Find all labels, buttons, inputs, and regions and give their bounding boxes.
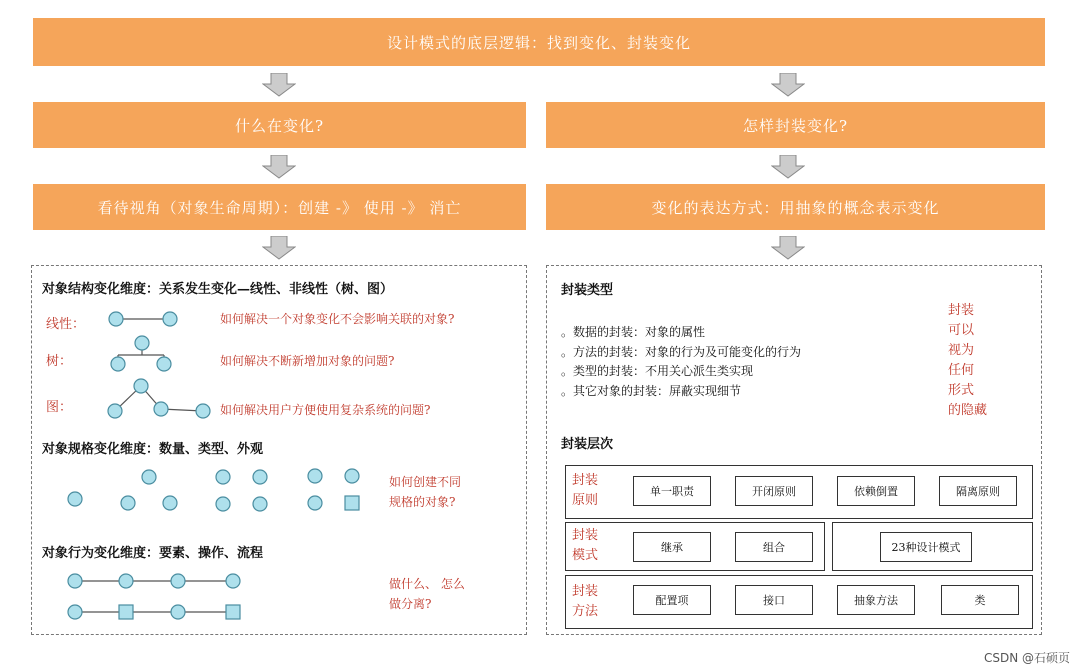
note-line: 视为 bbox=[948, 343, 975, 358]
label-line: 封装 bbox=[572, 528, 599, 543]
patterns-label bbox=[572, 526, 598, 566]
square-node bbox=[226, 605, 240, 619]
method-box: 抽象方法 bbox=[837, 585, 915, 615]
node bbox=[68, 605, 82, 619]
encapsulation-note bbox=[948, 301, 987, 421]
label-line: 原则 bbox=[572, 493, 599, 508]
square-node bbox=[119, 605, 133, 619]
node bbox=[111, 357, 125, 371]
linear-label: 线性： bbox=[46, 317, 86, 332]
principle-box: 开闭原则 bbox=[735, 476, 813, 506]
top-title: 设计模式的底层逻辑：找到变化、封装变化 bbox=[386, 33, 691, 52]
method-box: 配置项 bbox=[633, 585, 711, 615]
spec-title: 对象规格变化维度：数量、类型、外观 bbox=[42, 442, 264, 457]
tree-label: 树： bbox=[46, 354, 73, 369]
principle-box: 隔离原则 bbox=[939, 476, 1017, 506]
graph-question: 如何解决用户方便使用复杂系统的问题? bbox=[220, 403, 431, 417]
methods-label bbox=[572, 582, 598, 622]
square-node bbox=[345, 496, 359, 510]
node bbox=[253, 497, 267, 511]
label-line: 封装 bbox=[572, 584, 599, 599]
type-item: 。数据的封装：对象的属性 bbox=[561, 325, 706, 339]
node bbox=[308, 469, 322, 483]
pattern-box: 组合 bbox=[735, 532, 813, 562]
perspective-text: 看待视角（对象生命周期）：创建 -》 使用 -》 消亡 bbox=[97, 198, 462, 217]
expression-text: 变化的表达方式：用抽象的概念表示变化 bbox=[651, 198, 940, 217]
principles-label bbox=[572, 471, 598, 511]
node bbox=[171, 574, 185, 588]
node bbox=[154, 402, 168, 416]
type-item: 。其它对象的封装：屏蔽实现细节 bbox=[561, 384, 742, 398]
note-line: 可以 bbox=[948, 323, 975, 338]
pattern-box: 继承 bbox=[633, 532, 711, 562]
note-line: 封装 bbox=[948, 303, 975, 318]
principle-box: 单一职责 bbox=[633, 476, 711, 506]
behavior-question-2: 做分离? bbox=[389, 597, 432, 611]
behavior-question-1: 做什么、 怎么 bbox=[389, 577, 465, 591]
node bbox=[142, 470, 156, 484]
node bbox=[345, 469, 359, 483]
node bbox=[157, 357, 171, 371]
principle-box: 依赖倒置 bbox=[837, 476, 915, 506]
note-line: 的隐藏 bbox=[948, 403, 988, 418]
method-box: 类 bbox=[941, 585, 1019, 615]
node bbox=[216, 470, 230, 484]
node bbox=[108, 404, 122, 418]
levels-title: 封装层次 bbox=[561, 437, 614, 452]
structure-title: 对象结构变化维度：关系发生变化—线性、非线性（树、图） bbox=[42, 282, 394, 297]
node bbox=[308, 496, 322, 510]
spec-question-1: 如何创建不同 bbox=[389, 475, 462, 489]
label-line: 封装 bbox=[572, 473, 599, 488]
graph-label: 图： bbox=[46, 400, 73, 415]
type-item: 。类型的封装：不用关心派生类实现 bbox=[561, 364, 754, 378]
node bbox=[163, 312, 177, 326]
node bbox=[253, 470, 267, 484]
linear-question: 如何解决一个对象变化不会影响关联的对象? bbox=[220, 312, 455, 326]
behavior-title: 对象行为变化维度：要素、操作、流程 bbox=[42, 546, 264, 561]
node bbox=[226, 574, 240, 588]
node bbox=[68, 492, 82, 506]
label-line: 方法 bbox=[572, 604, 599, 619]
label-line: 模式 bbox=[572, 548, 599, 563]
note-line: 任何 bbox=[948, 363, 975, 378]
node bbox=[121, 496, 135, 510]
node bbox=[134, 379, 148, 393]
tree-question: 如何解决不断新增加对象的问题? bbox=[220, 354, 395, 368]
how-encapsulate-title: 怎样封装变化? bbox=[742, 116, 849, 135]
node bbox=[68, 574, 82, 588]
pattern-box-23: 23种设计模式 bbox=[880, 532, 972, 562]
method-box: 接口 bbox=[735, 585, 813, 615]
types-title: 封装类型 bbox=[561, 283, 614, 298]
node bbox=[119, 574, 133, 588]
node bbox=[171, 605, 185, 619]
node bbox=[109, 312, 123, 326]
node bbox=[163, 496, 177, 510]
what-changes-title: 什么在变化? bbox=[234, 116, 325, 135]
spec-question-2: 规格的对象? bbox=[389, 495, 456, 509]
node bbox=[135, 336, 149, 350]
note-line: 形式 bbox=[948, 383, 975, 398]
node bbox=[196, 404, 210, 418]
type-item: 。方法的封装：对象的行为及可能变化的行为 bbox=[561, 345, 802, 359]
footer-watermark: CSDN @石硕页 bbox=[983, 651, 1070, 665]
node bbox=[216, 497, 230, 511]
